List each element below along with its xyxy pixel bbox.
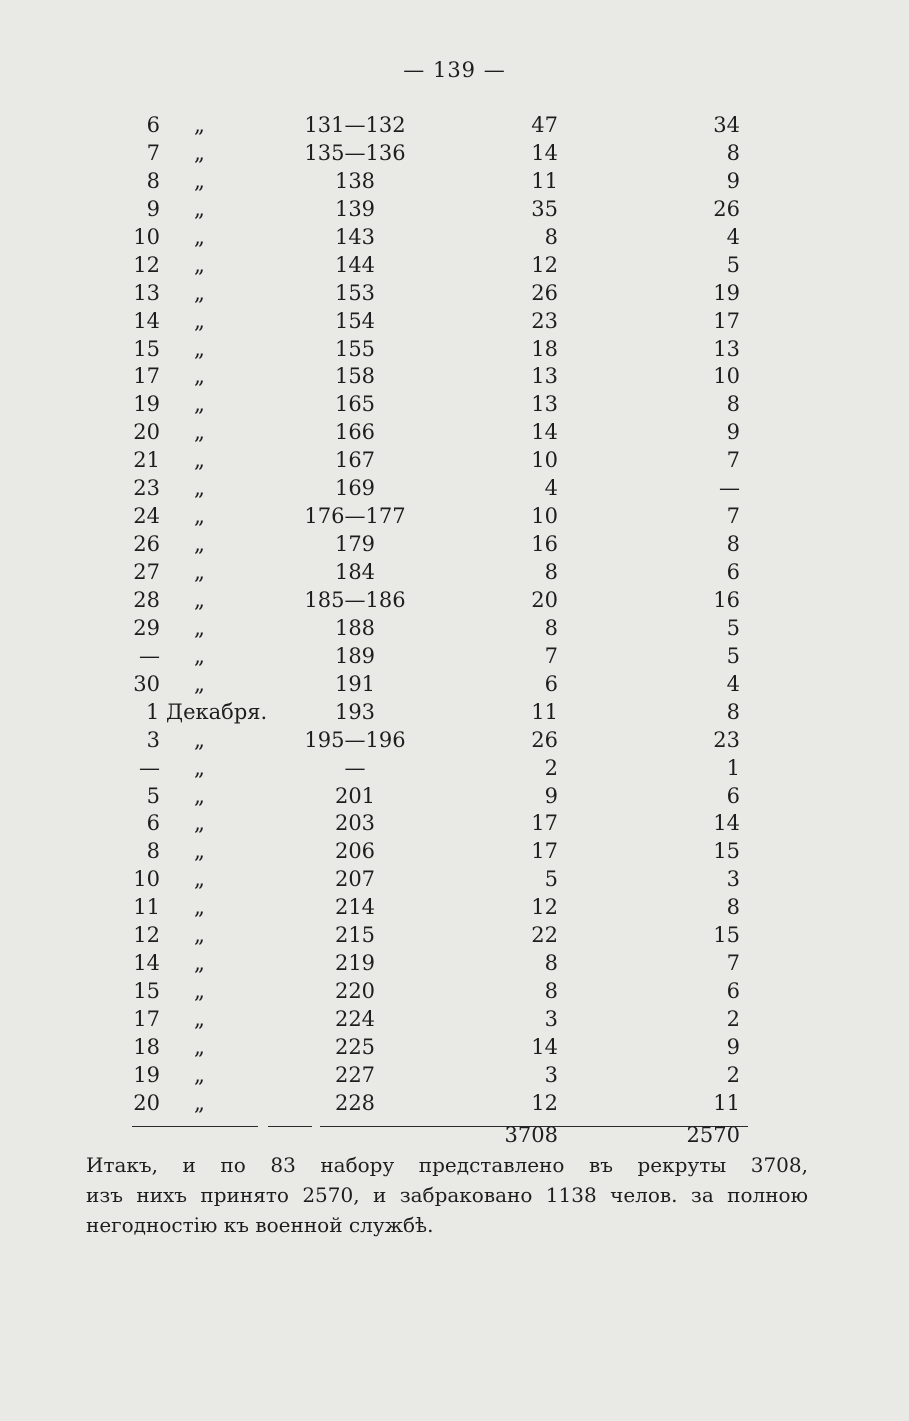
day-cell: 13 [133, 280, 160, 305]
month-ditto-cell: „ [194, 839, 205, 864]
presented-cell: 6 [544, 671, 558, 696]
number-cell: 224 [334, 1007, 376, 1031]
number-cell: 227 [334, 1062, 376, 1087]
month-ditto-cell: „ [194, 783, 205, 808]
number-cell: 225 [334, 1034, 376, 1059]
accepted-cell: 14 [713, 811, 740, 836]
presented-cell: 35 [531, 196, 558, 221]
month-ditto-cell: „ [194, 671, 205, 696]
day-cell: — [139, 755, 160, 780]
table-row [0, 642, 909, 670]
presented-cell: 18 [531, 336, 558, 361]
accepted-cell: 5 [726, 643, 740, 668]
accepted-cell: 5 [726, 615, 740, 640]
presented-cell: 8 [544, 560, 558, 584]
table-row [0, 837, 909, 865]
presented-cell: 12 [531, 252, 558, 277]
presented-cell: 8 [544, 224, 558, 249]
table-row [0, 726, 909, 754]
table-row [0, 390, 909, 418]
table-row [0, 558, 909, 586]
accepted-cell: 11 [713, 1090, 740, 1115]
month-ditto-cell: „ [194, 615, 205, 640]
day-cell: 19 [133, 1062, 160, 1087]
number-cell: 138 [334, 168, 376, 193]
page-number: — 139 — [403, 58, 506, 82]
presented-cell: 14 [531, 1034, 558, 1059]
month-ditto-cell: „ [194, 336, 205, 361]
number-cell: 153 [334, 280, 376, 305]
number-cell: 215 [334, 923, 376, 948]
summary-paragraph [86, 1150, 808, 1240]
presented-cell: 26 [531, 280, 558, 305]
table-row [0, 614, 909, 642]
accepted-cell: 8 [726, 699, 740, 724]
day-cell: 24 [133, 504, 160, 529]
day-cell: 23 [133, 476, 160, 501]
day-cell: 29 [133, 615, 160, 640]
accepted-cell: 9 [726, 1034, 740, 1059]
number-cell: 143 [334, 224, 376, 249]
table-row [0, 335, 909, 363]
day-cell: 8 [146, 839, 160, 864]
presented-cell: 5 [544, 867, 558, 892]
date-cell: 1 Декабря. [146, 699, 268, 724]
table-row [0, 474, 909, 502]
total-presented: 3708 [504, 1123, 558, 1147]
month-ditto-cell: „ [194, 727, 205, 752]
month-ditto-cell: „ [194, 196, 205, 221]
table-row [0, 670, 909, 698]
day-cell: 12 [133, 923, 160, 948]
accepted-cell: 8 [726, 532, 740, 557]
day-cell: 7 [146, 140, 160, 165]
number-cell: 135—136 [304, 140, 406, 165]
accepted-cell: 17 [713, 308, 740, 333]
presented-cell: 8 [544, 979, 558, 1004]
presented-cell: 22 [531, 923, 558, 948]
accepted-cell: 16 [713, 587, 740, 612]
table-row [0, 362, 909, 390]
month-ditto-cell: „ [194, 560, 205, 584]
presented-cell: 3 [544, 1007, 558, 1031]
day-cell: 15 [133, 336, 160, 361]
table-row [0, 418, 909, 446]
day-cell: 11 [133, 895, 160, 920]
day-cell: 5 [146, 783, 160, 808]
number-cell: 154 [334, 308, 376, 333]
number-cell: 188 [334, 615, 376, 640]
presented-cell: 10 [531, 504, 558, 529]
number-cell: 201 [334, 783, 376, 808]
table-row [0, 502, 909, 530]
presented-cell: 23 [531, 308, 558, 333]
month-ditto-cell: „ [194, 1034, 205, 1059]
month-ditto-cell: „ [194, 1062, 205, 1087]
number-cell: 165 [334, 392, 376, 417]
month-ditto-cell: „ [194, 867, 205, 892]
summary-line: изъ нихъ принято 2570, и забраковано 1138 челов. за полною [86, 1183, 808, 1207]
number-cell: 219 [334, 951, 376, 976]
table-row [0, 809, 909, 837]
presented-cell: 8 [544, 615, 558, 640]
presented-cell: 17 [531, 839, 558, 864]
day-cell: 10 [133, 224, 160, 249]
month-ditto-cell: „ [194, 923, 205, 948]
presented-cell: 14 [531, 420, 558, 445]
accepted-cell: 10 [713, 364, 740, 389]
table-row [0, 698, 909, 726]
presented-cell: 4 [544, 476, 558, 501]
number-cell: 220 [334, 979, 376, 1004]
month-ditto-cell: „ [194, 532, 205, 557]
accepted-cell: 19 [713, 280, 740, 305]
month-ditto-cell: „ [194, 951, 205, 976]
table-row [0, 251, 909, 279]
accepted-cell: 8 [726, 140, 740, 165]
day-cell: 19 [133, 392, 160, 417]
month-ditto-cell: „ [194, 979, 205, 1004]
presented-cell: 7 [544, 643, 558, 668]
number-cell: 169 [334, 476, 376, 501]
presented-cell: 11 [531, 699, 558, 724]
table-row [0, 977, 909, 1005]
day-cell: 30 [133, 671, 160, 696]
number-cell: 166 [334, 420, 376, 445]
presented-cell: 8 [544, 951, 558, 976]
day-cell: 12 [133, 252, 160, 277]
presented-cell: 13 [531, 392, 558, 417]
table-row [0, 307, 909, 335]
presented-cell: 12 [531, 1090, 558, 1115]
table-row [0, 754, 909, 782]
accepted-cell: 4 [726, 224, 740, 249]
presented-cell: 16 [531, 532, 558, 557]
month-ditto-cell: „ [194, 448, 205, 473]
accepted-cell: 13 [713, 336, 740, 361]
month-ditto-cell: „ [194, 643, 205, 668]
month-ditto-cell: „ [194, 308, 205, 333]
day-cell: 14 [133, 308, 160, 333]
month-ditto-cell: „ [194, 587, 205, 612]
accepted-cell: 1 [726, 755, 740, 780]
day-cell: 20 [133, 1090, 160, 1115]
table-row [0, 223, 909, 251]
accepted-cell: 6 [726, 979, 740, 1004]
month-ditto-cell: „ [194, 113, 205, 137]
month-ditto-cell: „ [194, 504, 205, 529]
accepted-cell: 34 [713, 113, 740, 137]
presented-cell: 13 [531, 364, 558, 389]
accepted-cell: 9 [726, 168, 740, 193]
table-row [0, 446, 909, 474]
total-accepted: 2570 [686, 1123, 740, 1147]
accepted-cell: 23 [713, 727, 740, 752]
number-cell: 207 [334, 867, 376, 892]
number-cell: 184 [334, 560, 376, 584]
number-cell: 185—186 [304, 587, 406, 612]
summary-line: Итакъ, и по 83 набору представлено въ рекруты 3708, [86, 1153, 808, 1177]
number-cell: 155 [334, 336, 376, 361]
accepted-cell: 3 [726, 867, 740, 892]
month-ditto-cell: „ [194, 895, 205, 920]
month-ditto-cell: „ [194, 392, 205, 417]
number-cell: 179 [334, 532, 376, 557]
day-cell: 27 [133, 560, 160, 584]
accepted-cell: 6 [726, 783, 740, 808]
day-cell: 10 [133, 867, 160, 892]
accepted-cell: 7 [726, 448, 740, 473]
accepted-cell: 8 [726, 895, 740, 920]
table-row [0, 1005, 909, 1033]
day-cell: 15 [133, 979, 160, 1004]
number-cell: 193 [334, 699, 376, 724]
table-row [0, 586, 909, 614]
accepted-cell: 15 [713, 839, 740, 864]
table-row [0, 167, 909, 195]
number-cell: 158 [334, 364, 376, 389]
presented-cell: 47 [531, 113, 558, 137]
presented-cell: 2 [544, 755, 558, 780]
table-row [0, 893, 909, 921]
accepted-cell: — [719, 476, 740, 501]
presented-cell: 17 [531, 811, 558, 836]
month-ditto-cell: „ [194, 1007, 205, 1031]
presented-cell: 10 [531, 448, 558, 473]
month-ditto-cell: „ [194, 252, 205, 277]
month-ditto-cell: „ [194, 168, 205, 193]
day-cell: 20 [133, 420, 160, 445]
month-ditto-cell: „ [194, 140, 205, 165]
table-row [0, 1061, 909, 1089]
table-row [0, 1033, 909, 1061]
accepted-cell: 2 [726, 1062, 740, 1087]
table-row [0, 921, 909, 949]
number-cell: 139 [334, 196, 376, 221]
table-row [0, 1089, 909, 1117]
accepted-cell: 2 [726, 1007, 740, 1031]
month-ditto-cell: „ [194, 811, 205, 836]
day-cell: 26 [133, 532, 160, 557]
number-cell: 167 [334, 448, 376, 473]
accepted-cell: 9 [726, 420, 740, 445]
accepted-cell: 4 [726, 671, 740, 696]
table-row [0, 865, 909, 893]
number-cell: 189 [334, 643, 376, 668]
totals-row [0, 1120, 909, 1150]
day-cell: 21 [133, 448, 160, 473]
number-cell: 131—132 [304, 113, 406, 137]
day-cell: 17 [133, 364, 160, 389]
table-row [0, 530, 909, 558]
accepted-cell: 26 [713, 196, 740, 221]
month-ditto-cell: „ [194, 476, 205, 501]
table-row [0, 279, 909, 307]
table-row [0, 195, 909, 223]
number-cell: — [344, 755, 366, 780]
number-cell: 195—196 [304, 727, 406, 752]
number-cell: 144 [334, 252, 376, 277]
accepted-cell: 8 [726, 392, 740, 417]
table-row [0, 111, 909, 139]
day-cell: — [139, 643, 160, 668]
day-cell: 28 [133, 587, 160, 612]
summary-line: негодностію къ военной службѣ. [86, 1213, 434, 1237]
number-cell: 228 [334, 1090, 376, 1115]
accepted-cell: 7 [726, 951, 740, 976]
day-cell: 8 [146, 168, 160, 193]
number-cell: 176—177 [304, 504, 406, 529]
day-cell: 14 [133, 951, 160, 976]
table-row [0, 782, 909, 810]
presented-cell: 12 [531, 895, 558, 920]
month-ditto-cell: „ [194, 224, 205, 249]
month-ditto-cell: „ [194, 420, 205, 445]
month-ditto-cell: „ [194, 1090, 205, 1115]
number-cell: 214 [334, 895, 376, 920]
day-cell: 3 [146, 727, 160, 752]
month-ditto-cell: „ [194, 364, 205, 389]
table-row [0, 949, 909, 977]
presented-cell: 11 [531, 168, 558, 193]
accepted-cell: 15 [713, 923, 740, 948]
presented-cell: 14 [531, 140, 558, 165]
day-cell: 9 [146, 196, 160, 221]
presented-cell: 20 [531, 587, 558, 612]
number-cell: 206 [334, 839, 376, 864]
presented-cell: 9 [544, 783, 558, 808]
number-cell: 203 [334, 811, 376, 836]
day-cell: 6 [146, 113, 160, 137]
day-cell: 6 [146, 811, 160, 836]
table-row [0, 139, 909, 167]
day-cell: 18 [133, 1034, 160, 1059]
presented-cell: 26 [531, 727, 558, 752]
presented-cell: 3 [544, 1062, 558, 1087]
accepted-cell: 6 [726, 560, 740, 584]
month-ditto-cell: „ [194, 280, 205, 305]
month-ditto-cell: „ [194, 755, 205, 780]
recruitment-table [0, 111, 909, 1117]
number-cell: 191 [334, 671, 376, 696]
accepted-cell: 5 [726, 252, 740, 277]
day-cell: 17 [133, 1007, 160, 1031]
accepted-cell: 7 [726, 504, 740, 529]
